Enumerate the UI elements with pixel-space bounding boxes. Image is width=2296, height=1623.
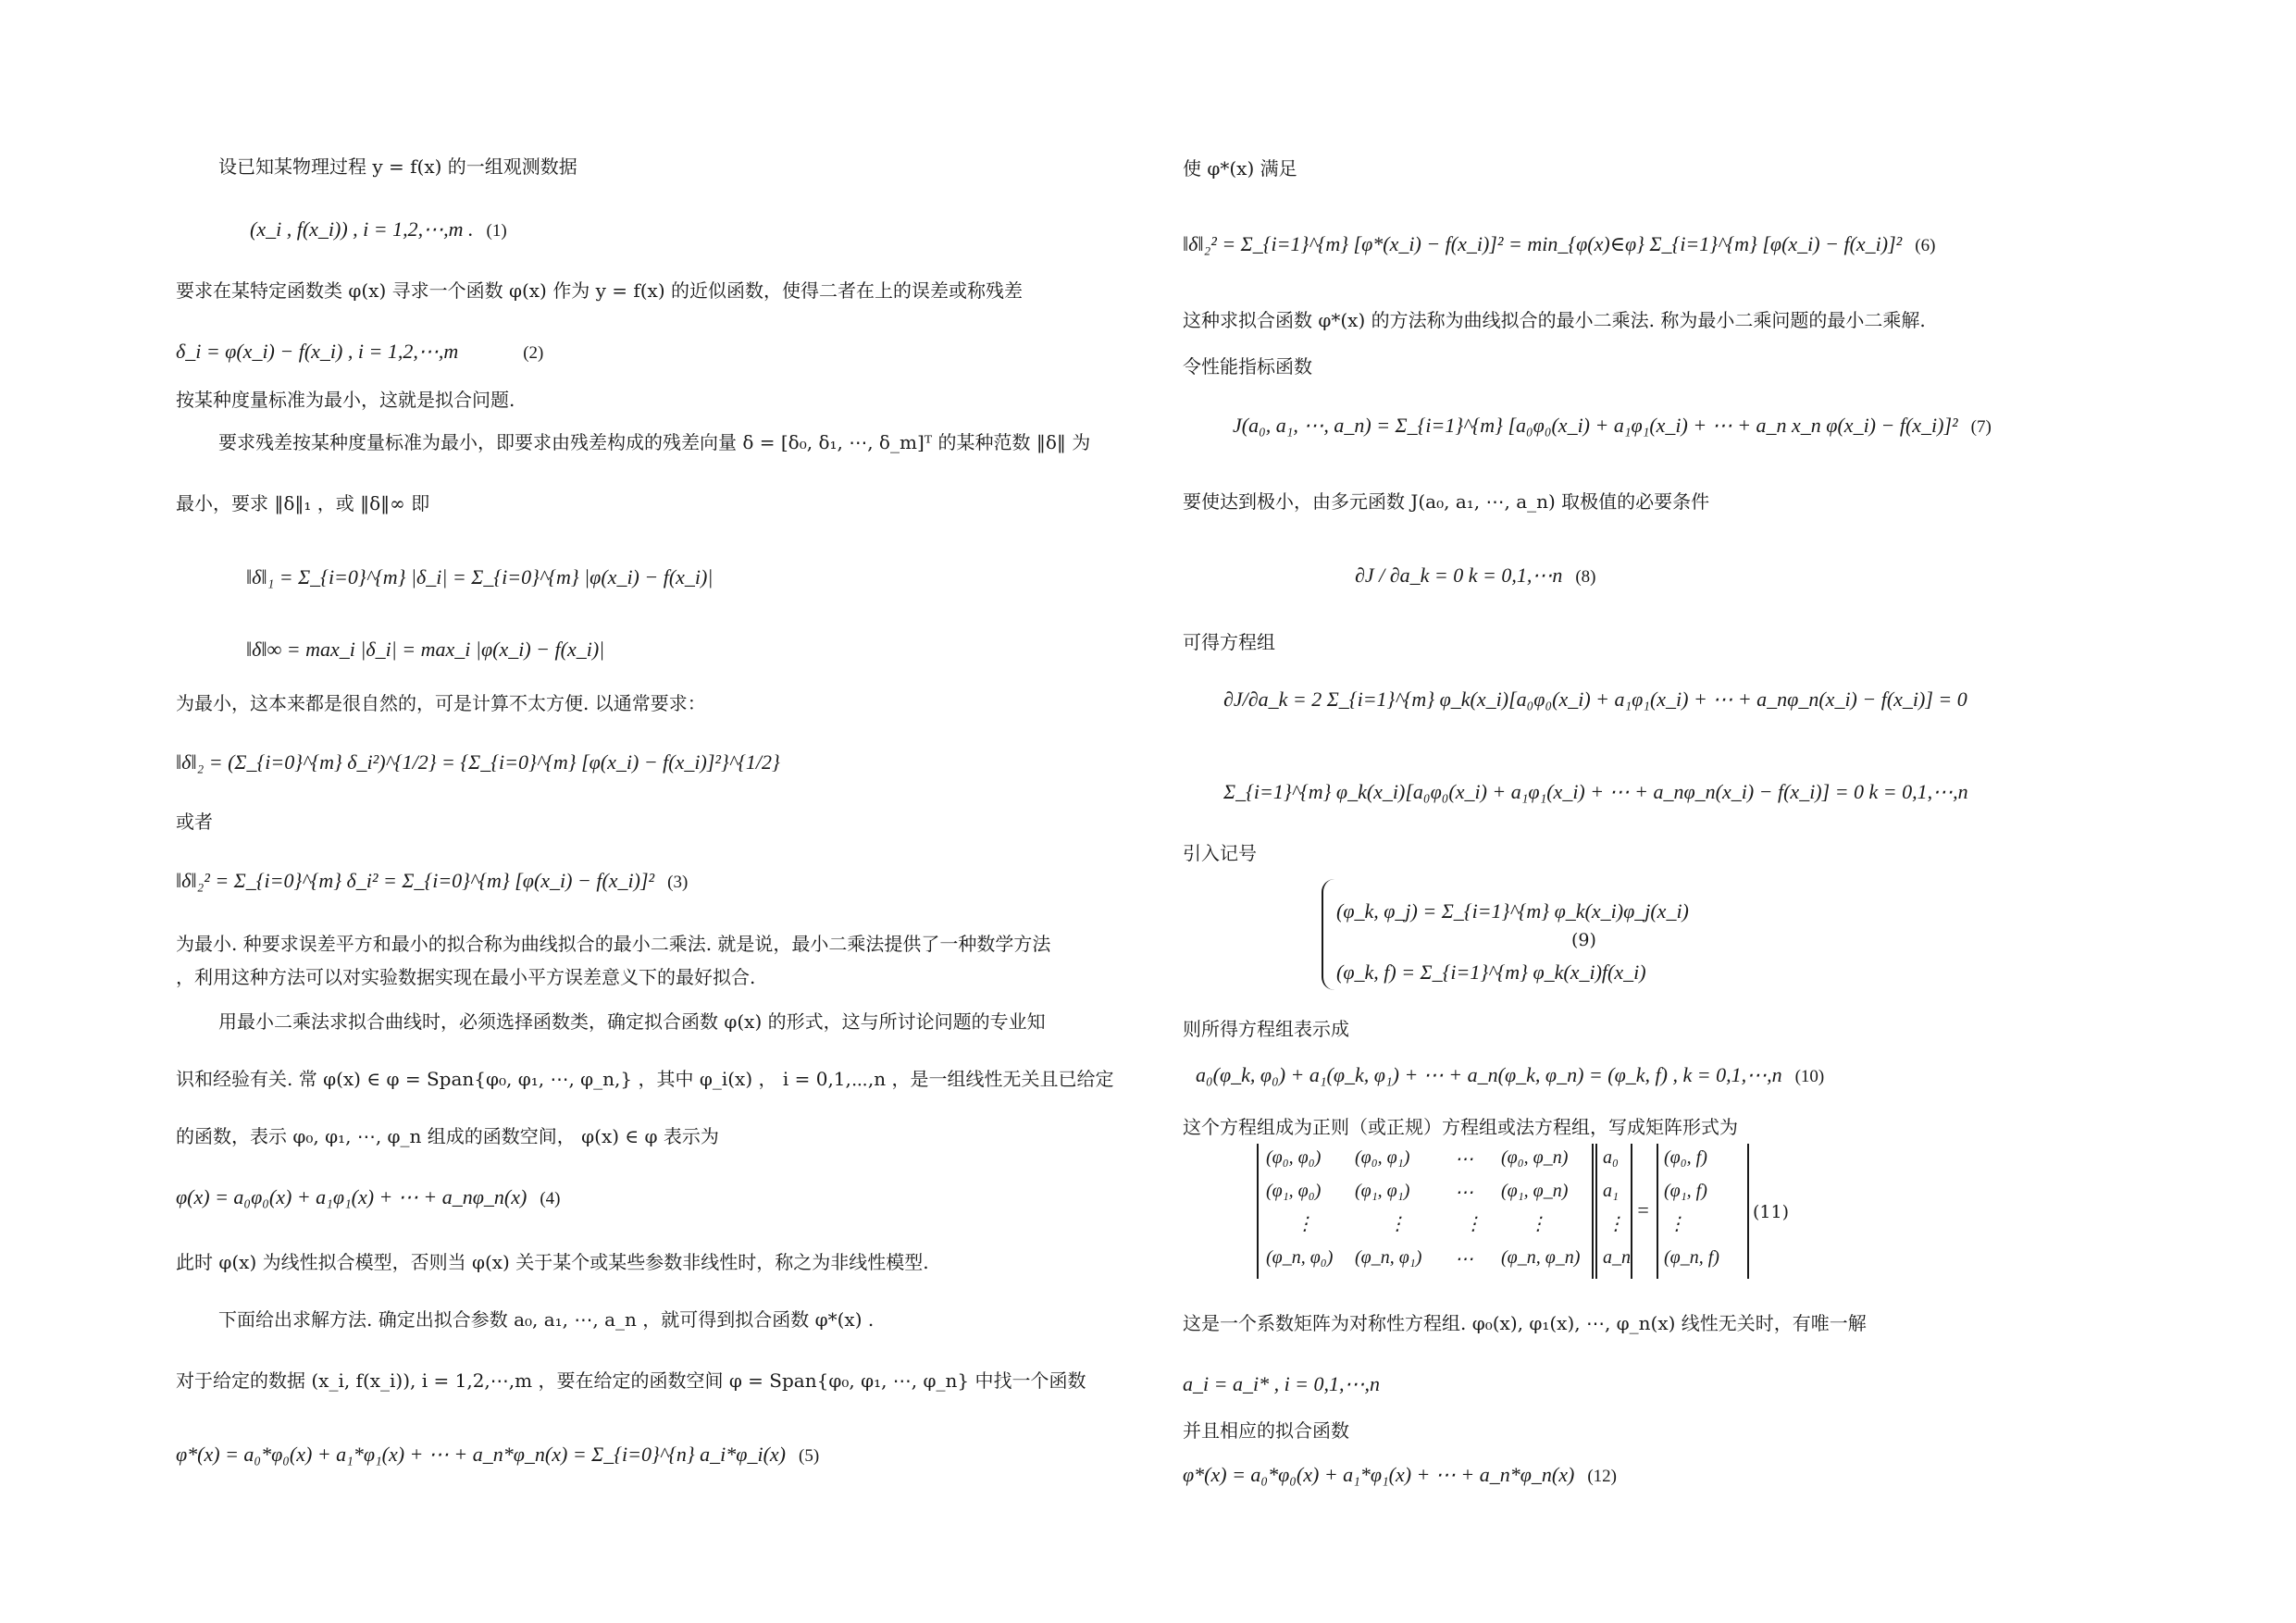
paragraph: 或者 bbox=[176, 811, 213, 833]
coefficient-matrix bbox=[1257, 1144, 1594, 1279]
equation-5: φ*(x) = a₀*φ₀(x) + a₁*φ₁(x) + ⋯ + a_n*φ_n(x) = Σ_{i=0}^{n} a_i*φ_i(x) (5) bbox=[176, 1443, 820, 1466]
matrix-cell: ⋯ bbox=[1455, 1183, 1473, 1203]
paragraph: 的函数，表示 φ₀, φ₁, ⋯, φ_n 组成的函数空间， φ(x) ∈ φ 表示为 bbox=[176, 1125, 719, 1147]
equation-norm1: ‖δ‖₁ = Σ_{i=0}^{m} |δ_i| = Σ_{i=0}^{m} |φ(x_i) − f(x_i)| bbox=[246, 565, 714, 588]
paragraph: 这种求拟合函数 φ*(x) 的方法称为曲线拟合的最小二乘法. 称为最小二乘问题的最小二乘解. bbox=[1183, 309, 1926, 331]
paragraph: 使 φ*(x) 满足 bbox=[1183, 157, 1297, 180]
matrix-cell: ⋮ bbox=[1529, 1214, 1547, 1234]
matrix-cell: (φ₁, φ₀) bbox=[1266, 1181, 1322, 1201]
matrix-cell: (φ_n, φ₀) bbox=[1266, 1247, 1334, 1268]
vector-cell: (φ_n, f) bbox=[1664, 1247, 1719, 1268]
equation-12: φ*(x) = a₀*φ₀(x) + a₁*φ₁(x) + ⋯ + a_n*φ_n(x) (12) bbox=[1183, 1463, 1617, 1486]
paragraph: ，利用这种方法可以对实验数据实现在最小平方误差意义下的最好拟合. bbox=[176, 966, 756, 988]
paragraph: 设已知某物理过程 y = f(x) 的一组观测数据 bbox=[218, 155, 577, 178]
paragraph: 为最小，这本来都是很自然的，可是计算不太方便. 以通常要求： bbox=[176, 692, 706, 714]
matrix-cell: (φ₁, φ_n) bbox=[1501, 1181, 1569, 1201]
equation-6: ‖δ‖₂² = Σ_{i=1}^{m} [φ*(x_i) − f(x_i)]² = min_{φ(x)∈φ} Σ_{i=1}^{m} [φ(x_i) − f(x_i)]² (6) bbox=[1183, 232, 1936, 255]
paragraph: 并且相应的拟合函数 bbox=[1183, 1419, 1349, 1442]
equation-10: a₀(φ_k, φ₀) + a₁(φ_k, φ₁) + ⋯ + a_n(φ_k, φ_n) = (φ_k, f) , k = 0,1,⋯,n (10) bbox=[1196, 1063, 1825, 1086]
equation-1: (x_i , f(x_i)) , i = 1,2,⋯,m . (1) bbox=[250, 217, 507, 241]
equation-2: δ_i = φ(x_i) − f(x_i) , i = 1,2,⋯,m (2) bbox=[176, 340, 544, 363]
paragraph: 为最小. 种要求误差平方和最小的拟合称为曲线拟合的最小二乘法. 就是说，最小二乘法提供了一种数学方法 bbox=[176, 933, 1051, 955]
paragraph: 下面给出求解方法. 确定出拟合参数 a₀, a₁, ⋯, a_n ，就可得到拟合函数 φ*(x) . bbox=[218, 1308, 875, 1331]
paragraph: 识和经验有关. 常 φ(x) ∈ φ = Span{φ₀, φ₁, ⋯, φ_n,} ，其中 φ_i(x) ， i = 0,1,⋯,n ，是一组线性无关且已给定 bbox=[176, 1068, 1114, 1090]
equation-norm-inf: ‖δ‖∞ = max_i |δ_i| = max_i |φ(x_i) − f(x_i)| bbox=[246, 638, 605, 661]
vector-cell: a_n bbox=[1603, 1247, 1631, 1268]
paragraph: 这是一个系数矩阵为对称性方程组. φ₀(x), φ₁(x), ⋯, φ_n(x) 线性无关时，有唯一解 bbox=[1183, 1312, 1867, 1334]
matrix-cell: (φ_n, φ₁) bbox=[1355, 1247, 1422, 1268]
equation-8: ∂J / ∂a_k = 0 k = 0,1,⋯n (8) bbox=[1355, 564, 1596, 587]
equals-sign: = bbox=[1636, 1198, 1650, 1221]
equation-9b: (φ_k, f) = Σ_{i=1}^{m} φ_k(x_i)f(x_i) bbox=[1336, 960, 1646, 984]
equation-9-tag: (9) bbox=[1571, 930, 1596, 950]
paragraph: 最小，要求 ‖δ‖₁ ，或 ‖δ‖∞ 即 bbox=[176, 492, 430, 514]
matrix-cell: ⋯ bbox=[1455, 1249, 1473, 1270]
paragraph: 要使达到极小，由多元函数 J(a₀, a₁, ⋯, a_n) 取极值的必要条件 bbox=[1183, 490, 1710, 513]
matrix-cell: ⋮ bbox=[1464, 1214, 1483, 1234]
paragraph: 对于给定的数据 (x_i, f(x_i)), i = 1,2,⋯,m ，要在给定的函数空间 φ = Span{φ₀, φ₁, ⋯, φ_n} 中找一个函数 bbox=[176, 1369, 1086, 1392]
matrix-cell: (φ₀, φ₁) bbox=[1355, 1147, 1410, 1168]
matrix-cell: (φ₀, φ₀) bbox=[1266, 1147, 1322, 1168]
vector-cell: ⋮ bbox=[1607, 1214, 1625, 1234]
paragraph: 要求残差按某种度量标准为最小，即要求由残差构成的残差向量 δ = [δ₀, δ₁, ⋯, δ_m]ᵀ 的某种范数 ‖δ‖ 为 bbox=[218, 431, 1091, 453]
rhs-vector bbox=[1657, 1144, 1749, 1279]
paragraph: 则所得方程组表示成 bbox=[1183, 1018, 1349, 1040]
equation-solution: a_i = a_i* , i = 0,1,⋯,n bbox=[1183, 1372, 1381, 1395]
vector-cell: a₁ bbox=[1603, 1181, 1619, 1201]
paragraph: 令性能指标函数 bbox=[1183, 355, 1312, 378]
equation-norm2: ‖δ‖₂ = (Σ_{i=0}^{m} δ_i²)^{1/2} = {Σ_{i=0}^{m} [φ(x_i) − f(x_i)]²}^{1/2} bbox=[176, 750, 780, 774]
equation-4: φ(x) = a₀φ₀(x) + a₁φ₁(x) + ⋯ + a_nφ_n(x) (4) bbox=[176, 1185, 561, 1208]
paragraph: 这个方程组成为正则（或正规）方程组或法方程组，写成矩阵形式为 bbox=[1183, 1116, 1738, 1138]
equation-system-1: ∂J/∂a_k = 2 Σ_{i=1}^{m} φ_k(x_i)[a₀φ₀(x_i) + a₁φ₁(x_i) + ⋯ + a_nφ_n(x_i) − f(x_i)] = 0 bbox=[1223, 688, 1967, 711]
vector-cell: a₀ bbox=[1603, 1147, 1619, 1168]
paragraph: 按某种度量标准为最小，这就是拟合问题. bbox=[176, 389, 515, 411]
vector-cell: (φ₁, f) bbox=[1664, 1181, 1707, 1201]
equation-9-system bbox=[1322, 879, 1689, 990]
matrix-cell: ⋮ bbox=[1388, 1214, 1407, 1234]
matrix-cell: (φ_n, φ_n) bbox=[1501, 1247, 1581, 1268]
paragraph: 引入记号 bbox=[1183, 842, 1257, 864]
matrix-cell: ⋯ bbox=[1455, 1149, 1473, 1170]
unknown-vector bbox=[1595, 1144, 1632, 1279]
paragraph: 可得方程组 bbox=[1183, 631, 1275, 653]
equation-9a: (φ_k, φ_j) = Σ_{i=1}^{m} φ_k(x_i)φ_j(x_i) bbox=[1336, 899, 1689, 923]
vector-cell: ⋮ bbox=[1668, 1214, 1686, 1234]
matrix-cell: ⋮ bbox=[1296, 1214, 1314, 1234]
paragraph: 此时 φ(x) 为线性拟合模型，否则当 φ(x) 关于某个或某些参数非线性时，称之为非线性模型. bbox=[176, 1251, 929, 1273]
vector-cell: (φ₀, f) bbox=[1664, 1147, 1707, 1168]
matrix-cell: (φ₀, φ_n) bbox=[1501, 1147, 1569, 1168]
equation-11-tag: (11) bbox=[1753, 1202, 1790, 1222]
equation-3: ‖δ‖₂² = Σ_{i=0}^{m} δ_i² = Σ_{i=0}^{m} [φ(x_i) − f(x_i)]² (3) bbox=[176, 869, 689, 892]
equation-system-2: Σ_{i=1}^{m} φ_k(x_i)[a₀φ₀(x_i) + a₁φ₁(x_i) + ⋯ + a_nφ_n(x_i) − f(x_i)] = 0 k = 0,1,⋯,n bbox=[1223, 780, 1968, 803]
paragraph: 要求在某特定函数类 φ(x) 寻求一个函数 φ(x) 作为 y = f(x) 的近似函数，使得二者在上的误差或称残差 bbox=[176, 279, 1023, 302]
matrix-cell: (φ₁, φ₁) bbox=[1355, 1181, 1410, 1201]
equation-7: J(a₀, a₁, ⋯, a_n) = Σ_{i=1}^{m} [a₀φ₀(x_i) + a₁φ₁(x_i) + ⋯ + a_n x_n φ(x_i) − f(x_i)]² (7) bbox=[1233, 414, 1992, 437]
paragraph: 用最小二乘法求拟合曲线时，必须选择函数类，确定拟合函数 φ(x) 的形式，这与所讨论问题的专业知 bbox=[218, 1010, 1046, 1033]
